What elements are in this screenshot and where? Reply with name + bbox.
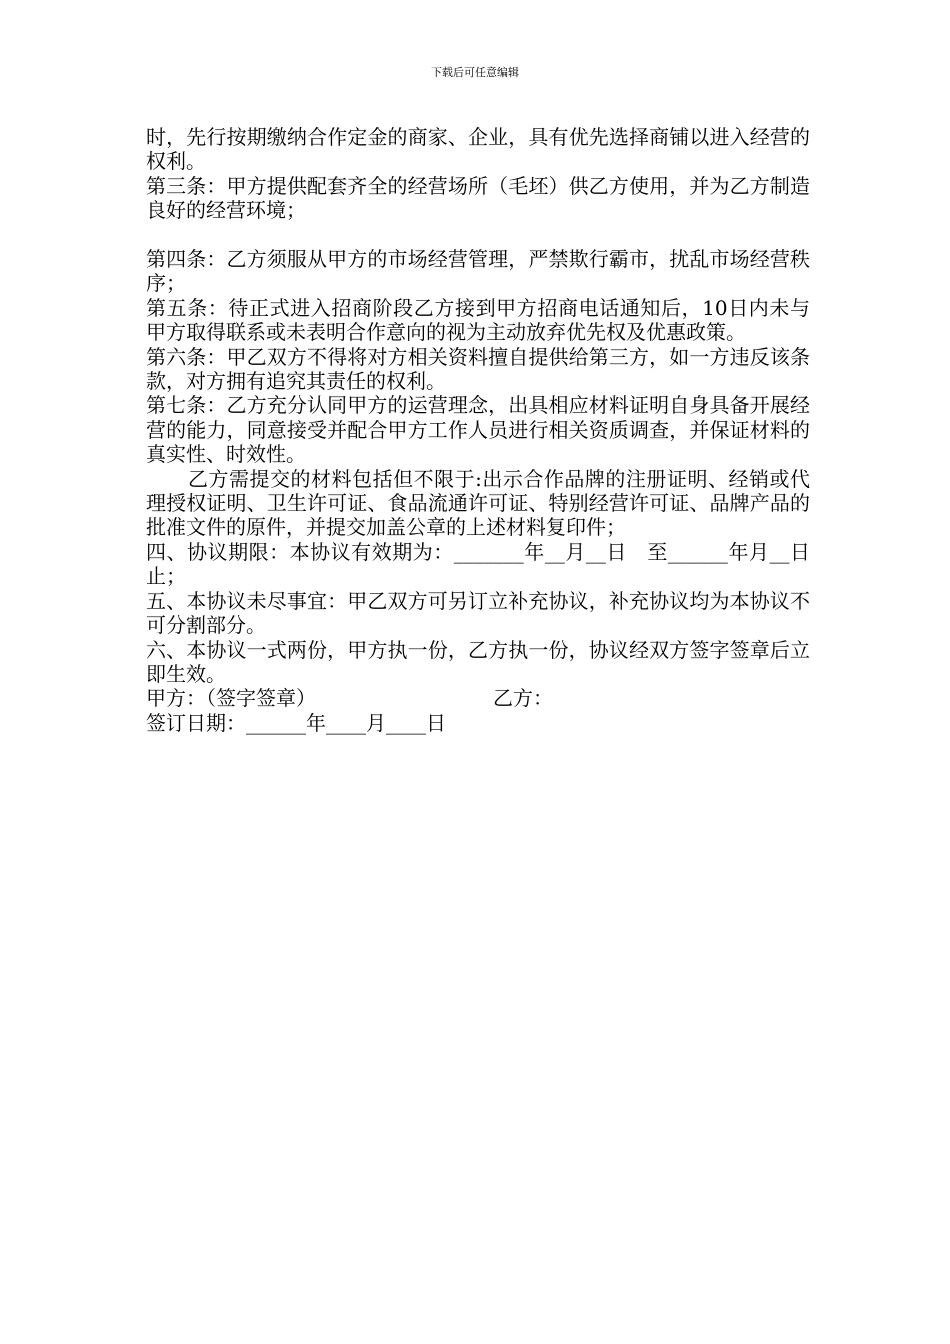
blank-line (146, 223, 810, 247)
signature-row (146, 686, 810, 710)
article-4: 第四条：乙方须服从甲方的市场经营管理，严禁欺行霸市，扰乱市场经营秩序； (146, 247, 810, 296)
article-5: 第五条：待正式进入招商阶段乙方接到甲方招商电话通知后，10日内未与甲方取得联系或未表明合作意向的视为主动放弃优先权及优惠政策。 (146, 295, 810, 345)
section-term: 四、协议期限：本协议有效期为：_______年__月__日 至______年月__日止； (146, 539, 810, 589)
party-b-signature: 乙方： (493, 686, 553, 711)
article-3: 第三条：甲方提供配套齐全的经营场所（毛坯）供乙方使用，并为乙方制造良好的经营环境； (146, 173, 810, 223)
article-7-materials: 乙方需提交的材料包括但不限于:出示合作品牌的注册证明、经销或代理授权证明、卫生许可证、食品流通许可证、特别经营许可证、品牌产品的批准文件的原件，并提交加盖公章的上述材料复印件； (146, 466, 810, 540)
section-unresolved: 五、本协议未尽事宜：甲乙双方可另订立补充协议，补充协议均为本协议不可分割部分。 (146, 588, 810, 638)
article-6: 第六条：甲乙双方不得将对方相关资料擅自提供给第三方，如一方违反该条款，对方拥有追究其责任的权利。 (146, 344, 810, 394)
section-copies: 六、本协议一式两份，甲方执一份，乙方执一份，协议经双方签字签章后立即生效。 (146, 637, 810, 686)
page-header: 下载后可任意编辑 (431, 66, 519, 79)
paragraph-priority-rights: 时，先行按期缴纳合作定金的商家、企业，具有优先选择商铺以进入经营的权利。 (146, 125, 810, 174)
article-7: 第七条：乙方充分认同甲方的运营理念，出具相应材料证明自身具备开展经营的能力，同意接受并配合甲方工作人员进行相关资质调查，并保证材料的真实性、时效性。 (146, 393, 810, 467)
signing-date: 签订日期：______年____月____日 (146, 710, 446, 735)
party-a-signature: 甲方：（签字签章） (146, 686, 316, 711)
document-body (146, 125, 810, 735)
